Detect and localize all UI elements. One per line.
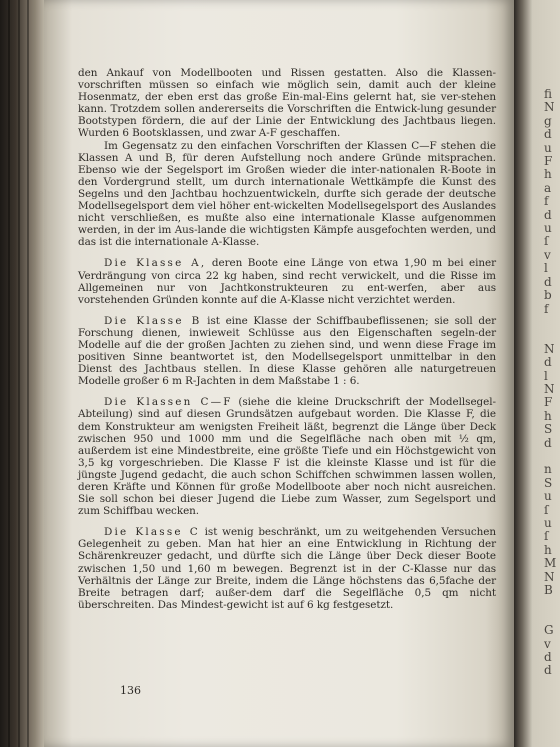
paragraph xyxy=(78,140,496,249)
paragraph xyxy=(78,257,496,305)
facing-page-edge xyxy=(514,0,560,747)
binding-crease xyxy=(18,0,20,747)
paragraph xyxy=(78,396,496,517)
facing-page-fragment: fi N g d u F h a f d u ſ v l d b f N d l N F h S d n S u ſ u ſ h M N B G v d d xyxy=(544,87,557,678)
paragraph-text: den Ankauf von Modellbooten und Rissen gestatten. Also die Klassen-vorschriften müssen so einfach wie möglich sein, damit auch der kleine Hosenmatz, der eben erst das große Ein-mal-Eins gelernt hat, sie ver-stehen kann. Trotzdem sollen andererseits die Vorschriften die Entwick-lung gesunder Bootstypen fördern, die auf der Linie der Entwicklung des Jachtbaus liegen. Wurden 6 Bootsklassen, und zwar A-F geschaffen. xyxy=(78,67,496,140)
paragraph-text: ist eine Klasse der Schiffbaubeflissenen; sie soll der Forschung dienen, inwieweit Schlüsse aus den Eigenschaften segeln-der Modelle auf die der großen Jachten zu ziehen sind, und wenn diese Frage im positiven Sinne beantwortet ist, den Modellsegelsport unmittelbar in den Dienst des Jachtbaus stellen. In diese Klasse gehören alle naturgetreuen Modelle großer 6 m R-Jachten in dem Maßstabe 1 : 6. xyxy=(78,314,496,388)
paragraph xyxy=(78,526,496,611)
class-heading: Die Klasse C xyxy=(104,526,200,539)
binding-crease xyxy=(27,0,29,747)
paragraph-text: ist wenig beschränkt, um zu weitgehenden Versuchen Gelegenheit zu geben. Man hat hier an eine Entwicklung in Richtung der Schärenkreuzer gedacht, und dürfte sich die Länge über Deck dieser Boote zwischen 1,50 und 1,60 m bewegen. Begrenzt ist in der C-Klasse nur das Verhältnis der Länge zur Breite, indem die Länge höchstens das 6,5fache der Breite betragen darf; außer-dem darf die Segelfläche 0,5 qm nicht überschreiten. Das Mindest-gewicht ist auf 6 kg festgesetzt. xyxy=(78,526,496,611)
book-binding xyxy=(0,0,44,747)
paragraph xyxy=(78,315,496,388)
page-number: 136 xyxy=(120,684,141,697)
class-heading: Die Klasse A, xyxy=(104,257,207,270)
paragraph-text: Im Gegensatz zu den einfachen Vorschriften der Klassen C—F stehen die Klassen A und B, für deren Aufstellung noch andere Gründe mitsprachen. Ebenso wie der Segelsport im Großen wieder die inter-nationalen R-Boote in den Vordergrund stellt, um durch internationale Wettkämpfe die Kunst des Segelns und den Jachtbau hochzuentwickeln, durfte sich gerade der deutsche Modellsegelsport dem viel höher ent-wickelten Modellsegelsport des Auslandes nicht verschließen, es mußte also eine internationale Klasse aufgenommen werden, in der im Aus-lande die wichtigsten Kämpfe ausgefochten werden, und das ist die internationale A-Klasse. xyxy=(78,139,496,249)
page-body-text xyxy=(78,67,496,611)
paragraph-text: deren Boote eine Länge von etwa 1,90 m bei einer Verdrängung von circa 22 kg haben, sind recht verwickelt, und die Risse im Allgemeinen nur von Jachtkonstrukteuren zu ent-werfen, aber aus vorstehenden Gründen konnte auf die A-Klasse nicht verzichtet werden. xyxy=(78,257,496,306)
paragraph-text: (siehe die kleine Druckschrift der Modellsegel-Abteilung) sind auf diesen Grundsätzen aufgebaut worden. Die Klasse F, die dem Konstrukteur am wenigsten Freiheit läßt, begrenzt die Länge über Deck zwischen 950 und 1000 mm und die Segelfläche nach oben mit ½ qm, außerdem ist eine Mindestbreite, eine größte Tiefe und ein Höchstgewicht von 3,5 kg vorgeschrieben. Die Klasse F ist die kleinste Klasse und ist für die jüngste Jugend gedacht, die auch schon Schiffchen schwimmen lassen wollen, deren Kräfte und Können für große Modellboote aber noch nicht ausreichen. Sie soll schon bei dieser Jugend die Liebe zum Wasser, zum Segelsport und zum Schiffbau wecken. xyxy=(78,396,496,518)
paragraph xyxy=(78,67,496,140)
class-heading: Die Klassen C—F xyxy=(104,396,233,409)
class-heading: Die Klasse B xyxy=(104,314,202,327)
binding-crease xyxy=(8,0,10,747)
